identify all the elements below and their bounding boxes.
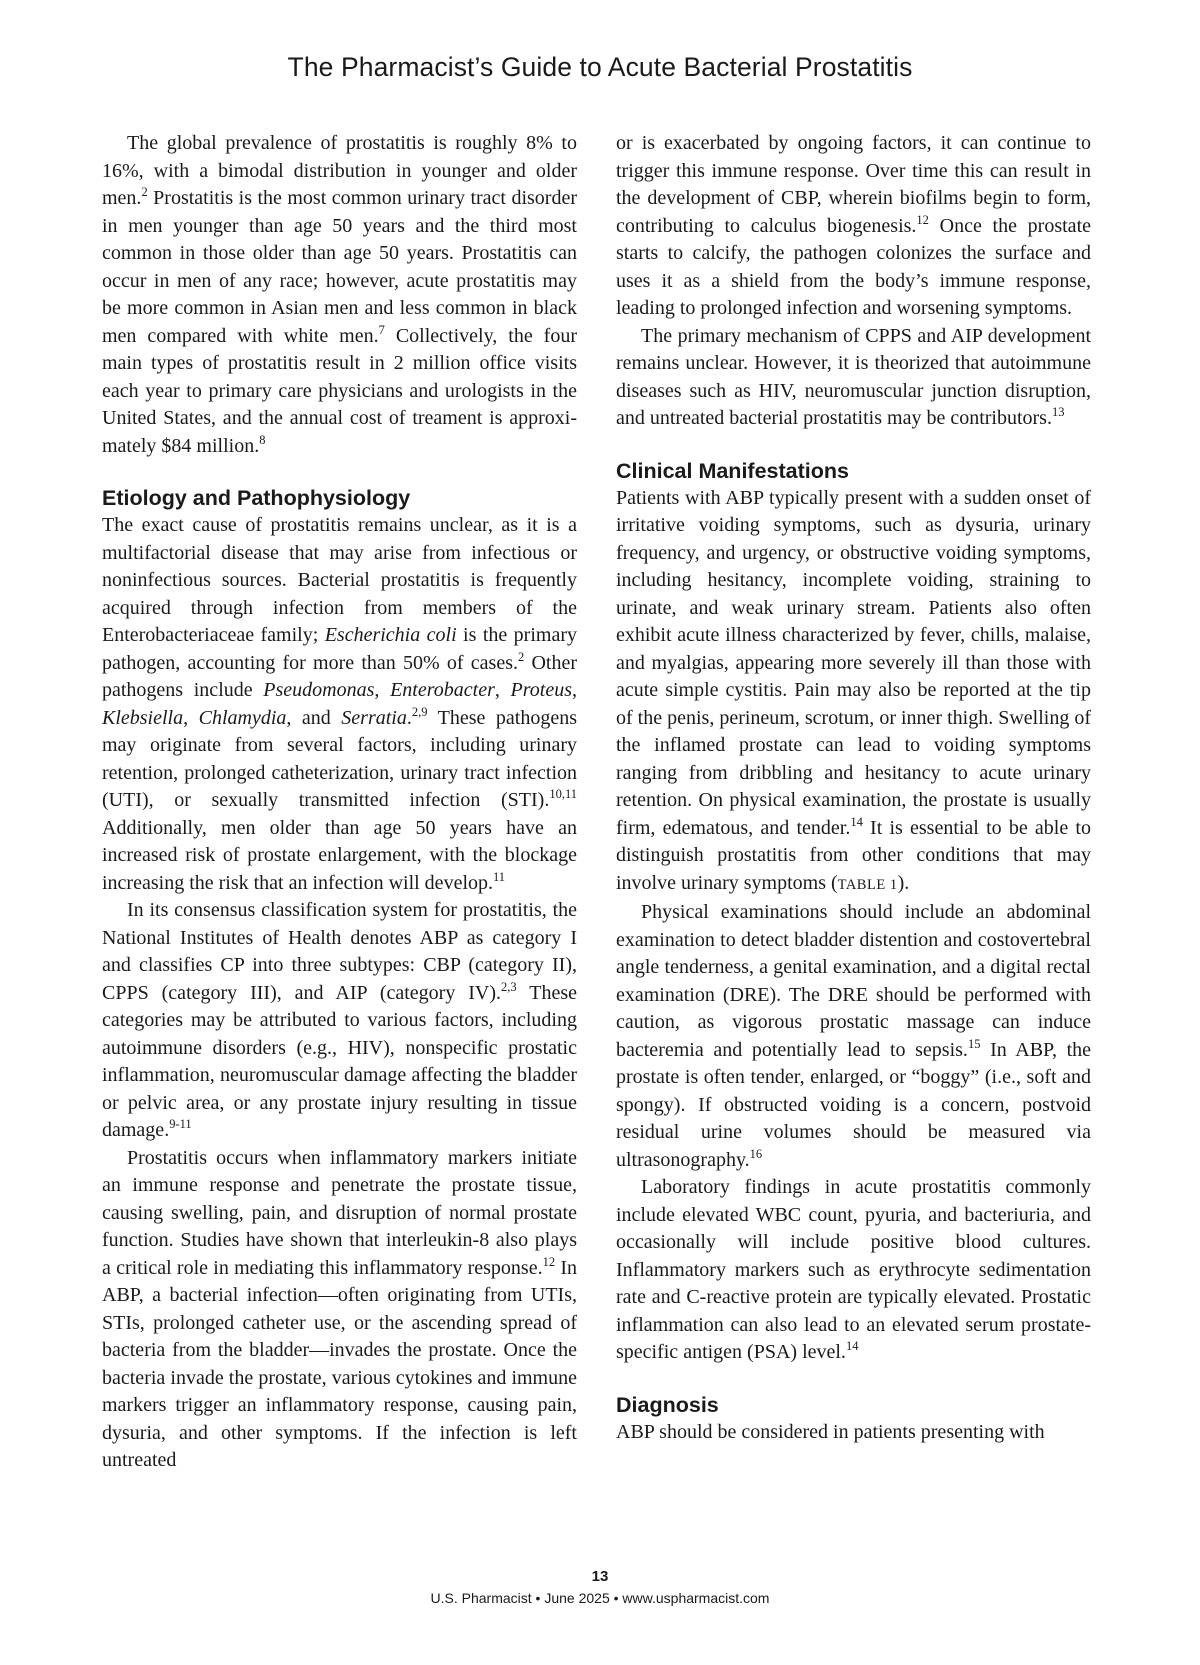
left-column [102,130,577,1475]
clinical-paragraph-1 [616,485,1091,900]
citation: 16 [749,1146,763,1161]
citation: 15 [967,1036,981,1051]
citation: 14 [845,1339,859,1353]
citation: 2,9 [411,704,428,719]
text-run: Other pathogens include [102,651,577,701]
running-header-title: The Pharmacist’s Guide to Acute Bacterial Prostatitis [287,52,913,82]
page-number: 13 [591,1568,609,1585]
text-run: In ABP, a bacterial infection—often originating from UTIs, STIs, prolonged catheter use, or the ascending spread of bacteria from the bladder—invades the prostate. Once the bacteria invade the prostate, various cytokines and immune markers trigger an inflammatory response, causing pain, dysuria, and other symptoms. If the infection is left untreated [102,1256,577,1471]
text-run: Once the prostate starts to calcify, the pathogen colonizes the surface and uses it as a shield from the body’s immune response, leading to prolonged infection and worsening symptoms. [616,214,1091,319]
table-reference: TABLE 1 [837,876,898,893]
text-run: , and [286,706,342,729]
citation: 14 [850,814,863,829]
text-run: Physical examinations should include an abdominal examination to detect bladder distention and costovertebral angle tenderness, a genital examination, and a digital rectal examination (DRE). The DRE should be performed with caution, as vigorous prostatic massage can induce bacteremia and potentially lead to sepsis. [616,901,1091,1061]
etiology-continued-paragraph [616,130,1091,323]
text-run: The exact cause of prostatitis remains unclear, as it is a multifactorial disease that may arise from infectious or noninfectious sources. Bacterial prostatitis is frequently acquired through infection from members of the Enterobacteriaceae family; [102,514,577,646]
citation: 11 [493,869,506,884]
heading-etiology: Etiology and Pathophysiology [102,486,411,510]
heading-clinical-manifestations: Clinical Manifestations [616,458,849,483]
etiology-paragraph-3 [102,1145,577,1475]
text-run: is the primary pathogen, accounting for more than 50% of cases. [102,624,577,674]
clinical-paragraph-2 [616,899,1091,1174]
text-run: or is exacerbated by ongoing factors, it can continue to trigger this immune response. Over time this can result in the development of CBP, wherein biofilms begin to form, contributing to calculus biogenesis. [616,132,1091,237]
citation: 2 [141,185,148,199]
text-run: In its consensus classification system for prostatitis, the National Institutes of Health denotes ABP as category I and classifies CP into three subtypes: CBP (category II), CPPS (category III), and AIP (category IV). [102,899,577,1004]
citation: 8 [259,432,266,447]
right-column [616,130,1091,1446]
text-run: Prostatitis occurs when inflammatory markers initiate an immune response and penetrate the prostate tissue, causing swelling, pain, and disruption of normal prostate function. Studies have shown that interleukin-8 also plays a critical role in mediating this inflammatory response. [102,1146,577,1279]
citation: 13 [1051,405,1065,419]
mechanism-paragraph [616,323,1091,433]
italic-term: Enterobacter [390,679,495,701]
italic-term: Proteus [510,679,573,701]
text-run: The primary mechanism of CPPS and AIP development remains unclear. However, it is theorized that autoimmune diseases such as HIV, neuromuscular junction disruption, and untreated bacterial prostatitis may be contributors. [616,324,1091,429]
heading-diagnosis: Diagnosis [616,1392,719,1417]
text-run: The global prevalence of prostatitis is roughly 8% to 16%, with a bimodal distribution in younger and older men. [102,132,577,209]
clinical-paragraph-3 [616,1174,1091,1367]
text-run: These categories may be attributed to various factors, including autoimmune disorders (e.g., HIV), nonspecific prostatic inflammation, neuromuscular damage affecting the bladder or pelvic area, or any prostate injury resulting in tissue damage. [102,981,577,1141]
etiology-paragraph-1 [102,512,577,897]
citation: 7 [378,322,385,337]
citation: 12 [916,212,929,227]
text-run: It is essential to be able to distinguish prostatitis from other conditions that may involve urinary symptoms ( [616,816,1091,894]
intro-paragraph [102,130,577,460]
italic-term: Chlamydia [198,706,287,729]
text-run: These pathogens may originate from several factors, including urinary retention, prolonged catheterization, urinary tract infection (UTI), or sexually transmitted infection (STI). [102,706,577,811]
text-run: . [406,706,412,729]
text-run: ). [897,871,910,894]
etiology-paragraph-2 [102,897,577,1145]
citation: 2 [517,649,525,664]
text-run: Collectively, the four main types of prostatitis result in 2 million office visits each year to primary care physicians and urologists in the United States, and the annual cost of treament is approximately $84 million. [102,324,577,457]
text-run: , [494,679,511,701]
text-run: Laboratory findings in acute prostatitis commonly include elevated WBC count, pyuria, and bacteriuria, and occasionally will include positive blood cultures. Inflammatory markers such as erythrocyte sedimentation rate and C-reactive protein are typically elevated. Prostatic inflammation can also lead to an elevated serum prostate-specific antigen (PSA) level. [616,1176,1091,1363]
italic-term: Serratia [341,706,407,729]
text-run: , [374,679,391,701]
text-run: Patients with ABP typically present with a sudden onset of irritative voiding symptoms, such as dysuria, urinary frequency, and urgency, or obstructive voiding symptoms, including hesitancy, incomplete voiding, straining to urinate, and weak urinary stream. Patients also often exhibit acute illness characterized by fever, chills, malaise, and myalgias, appearing more severely ill than those with acute simple cystitis. Pain may also be reported at the tip of the penis, perineum, scrotum, or inner thigh. Swelling of the inflamed prostate can lead to voiding symptoms ranging from dribbling and hesitancy to acute urinary retention. On physical examination, the prostate is usually firm, edematous, and tender. [616,486,1091,839]
text-run: ABP should be considered in patients presenting with [616,1420,1045,1443]
citation: 12 [542,1254,556,1269]
publication-footer: U.S. Pharmacist • June 2025 • www.uspharmacist.com [430,1590,770,1606]
text-run: , [183,706,199,729]
italic-term: Escherichia coli [324,624,457,646]
italic-term: Pseudomonas [263,679,375,701]
italic-term: Klebsiella [102,706,184,729]
text-run: In ABP, the prostate is often tender, enlarged, or “boggy” (i.e., soft and spongy). If obstructed voiding is a concern, postvoid residual urine volumes should be measured via ultrasonography. [616,1038,1092,1171]
citation: 9-11 [169,1117,192,1131]
diagnosis-paragraph [616,1419,1091,1447]
citation: 2,3 [501,979,517,994]
text-run: Additionally, men older than age 50 years have an increased risk of prostate enlargement, with the blockage increasing the risk that an infection will develop. [102,816,577,894]
text-run: , [572,679,578,701]
text-run: Prostatitis is the most common urinary tract disorder in men younger than age 50 years and the third most common in those older than age 50 years. Prostatitis can occur in men of any race; however, acute prostatitis may be more common in Asian men and less common in black men compared with white men. [102,187,577,347]
citation: 10,11 [549,787,577,801]
